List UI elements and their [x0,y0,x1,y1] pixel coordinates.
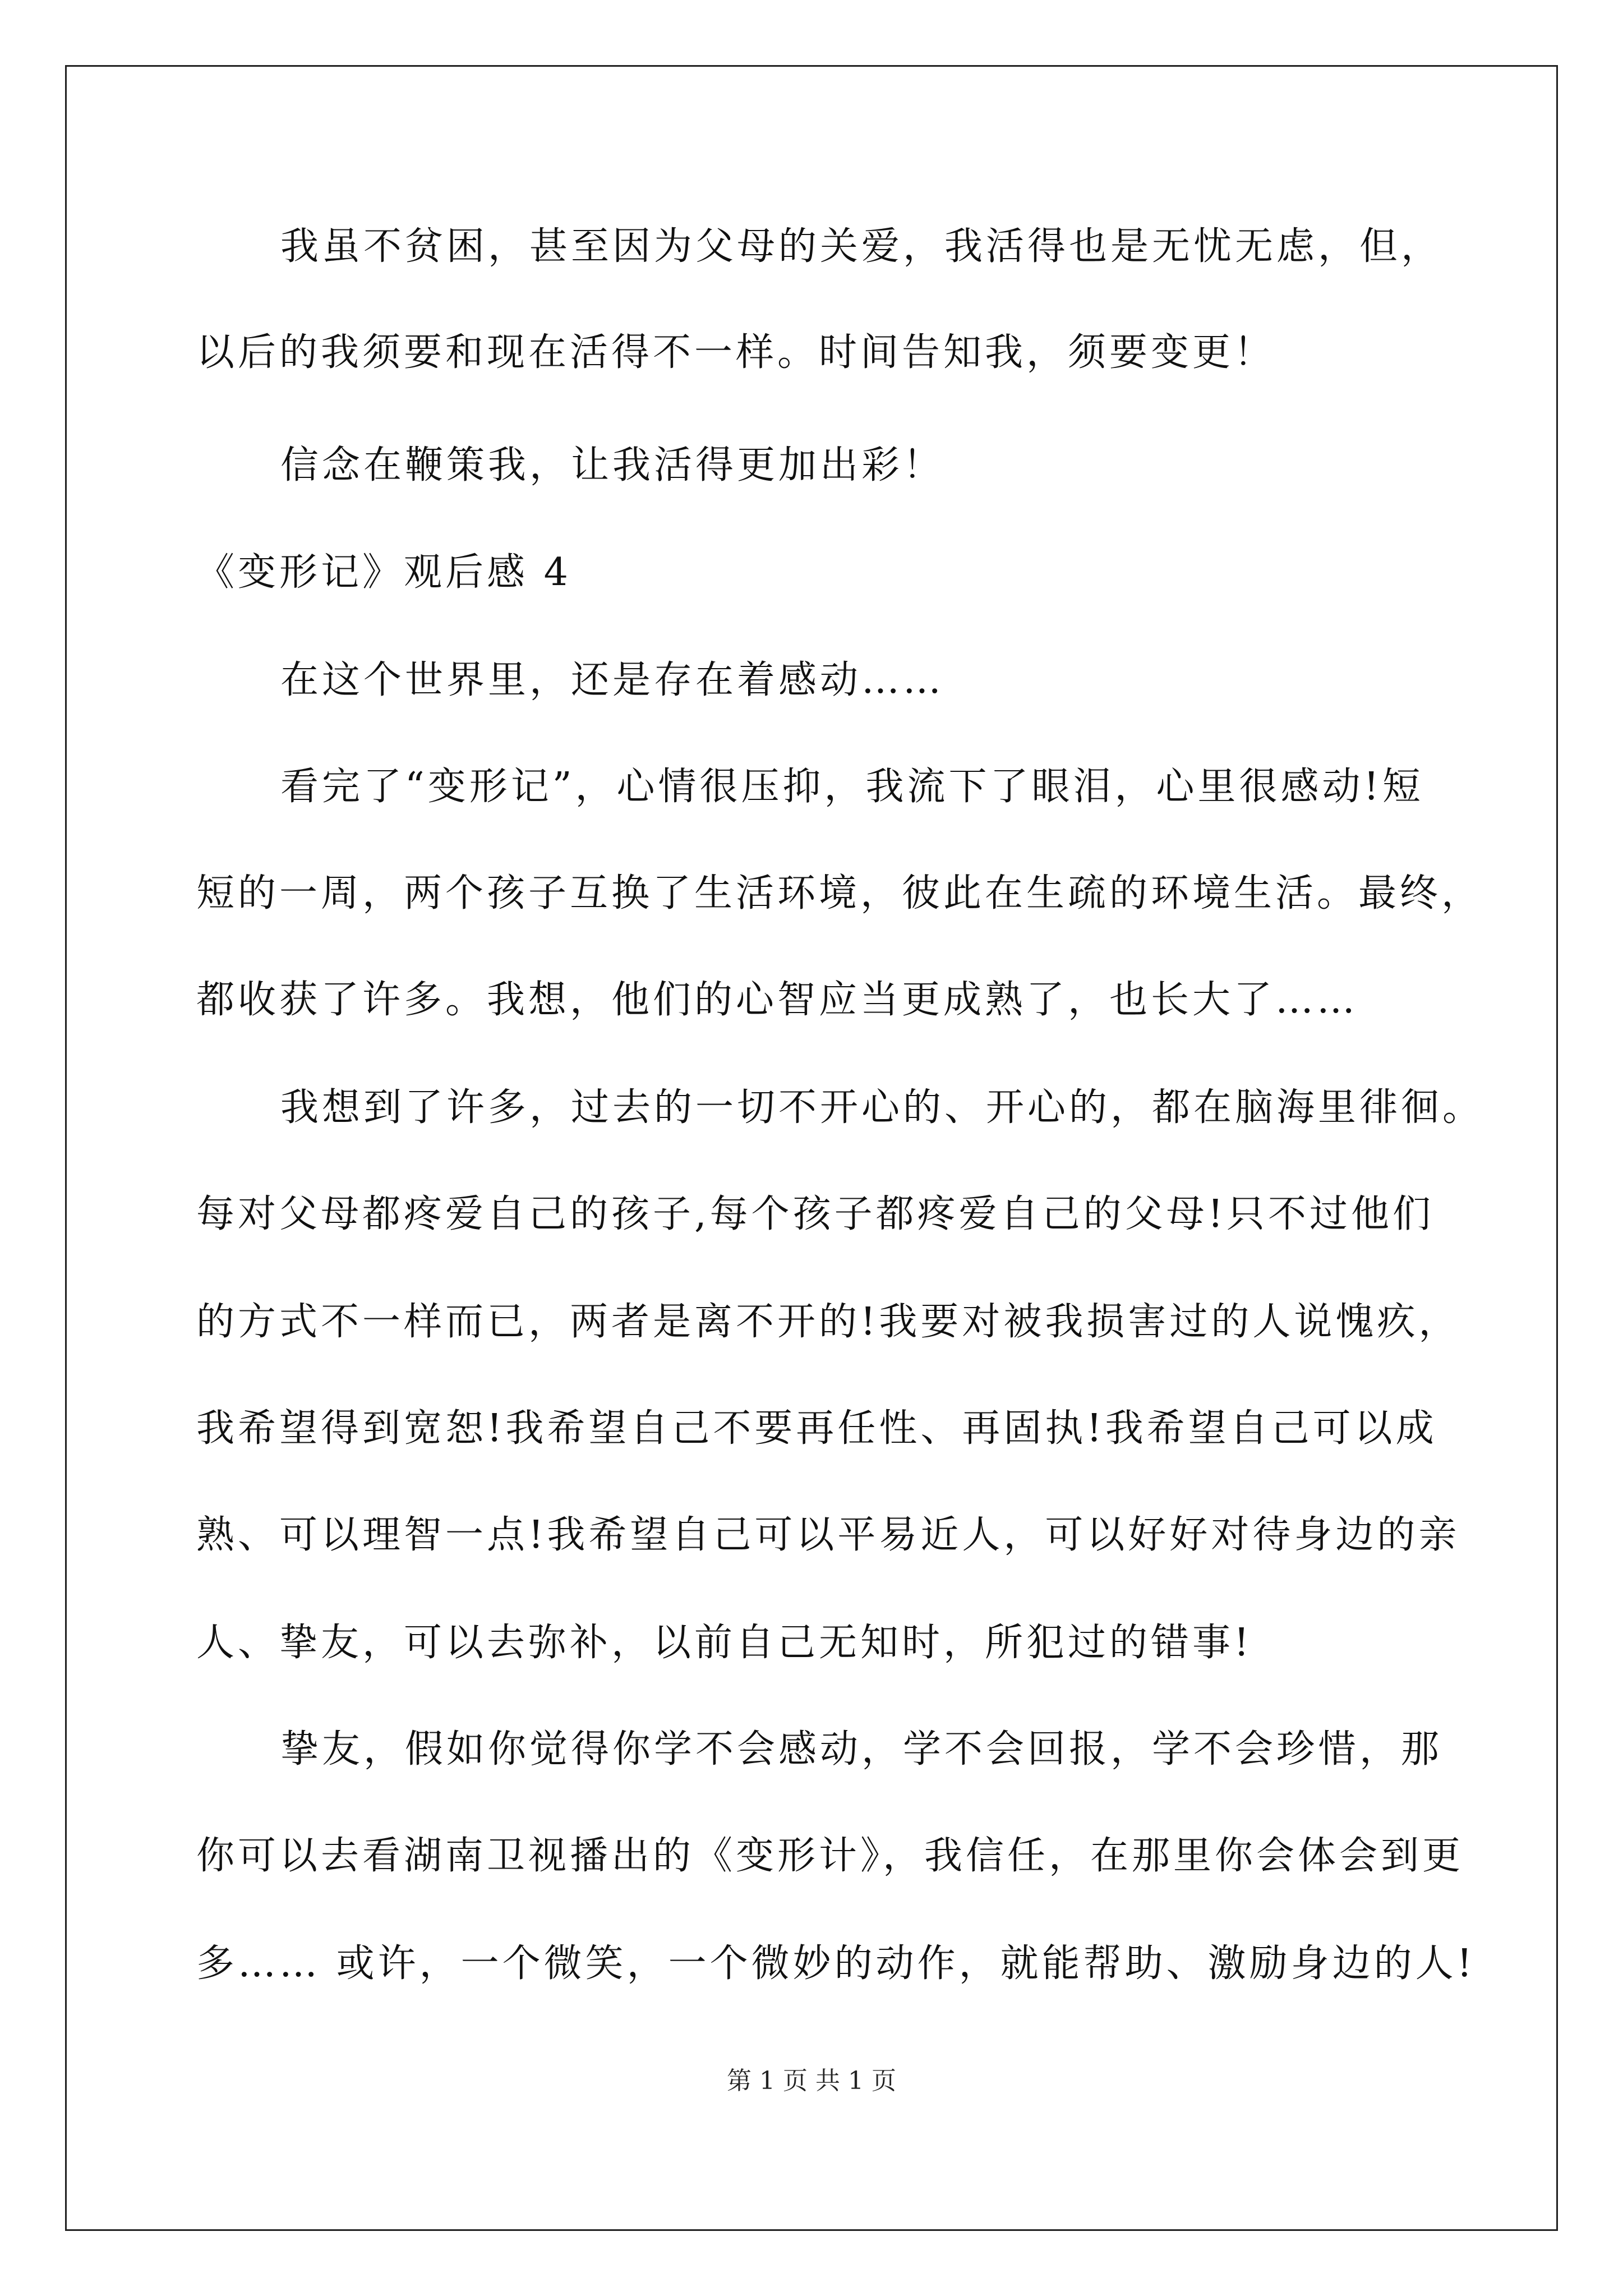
paragraph-line: 你可以去看湖南卫视播出的《变形计》，我信任，在那里你会体会到更 [196,1834,1464,1878]
paragraph-line: 的方式不一样而已，两者是离不开的!我要对被我损害过的人说愧疚， [196,1300,1460,1344]
page-footer: 第 1 页 共 1 页 [727,2067,896,2095]
paragraph-line: 人、挚友，可以去弥补，以前自己无知时，所犯过的错事! [196,1621,1253,1665]
paragraph-line: 以后的我须要和现在活得不一样。时间告知我，须要变更！ [196,330,1276,375]
paragraph-line: 看完了“变形记”，心情很压抑，我流下了眼泪，心里很感动!短 [280,765,1424,809]
section-heading: 《变形记》观后感 4 [196,550,571,595]
paragraph-line: 在这个世界里，还是存在着感动…… [280,658,945,702]
paragraph-line: 每对父母都疼爱自己的孩子,每个孩子都疼爱自己的父母!只不过他们 [196,1192,1434,1236]
paragraph-line: 熟、可以理智一点!我希望自己可以平易近人，可以好好对待身边的亲 [196,1513,1460,1557]
paragraph-line: 我希望得到宽恕!我希望自己不要再任性、再固执!我希望自己可以成 [196,1406,1437,1451]
paragraph-line: 都收获了许多。我想，他们的心智应当更成熟了，也长大了…… [196,978,1359,1022]
paragraph-line: 短的一周，两个孩子互换了生活环境，彼此在生疏的环境生活。最终， [196,871,1483,915]
paragraph-line: 我虽不贫困，甚至因为父母的关爱，我活得也是无忧无虑，但， [280,224,1443,269]
paragraph-line: 信念在鞭策我，让我活得更加出彩！ [280,443,945,487]
page-border [65,65,1558,2231]
paragraph-line: 挚友，假如你觉得你学不会感动，学不会回报，学不会珍惜，那 [280,1727,1443,1772]
paragraph-line: 多…… 或许，一个微笑，一个微妙的动作，就能帮助、激励身边的人! [196,1941,1476,1986]
paragraph-line: 我想到了许多，过去的一切不开心的、开心的，都在脑海里徘徊。 [280,1085,1484,1130]
